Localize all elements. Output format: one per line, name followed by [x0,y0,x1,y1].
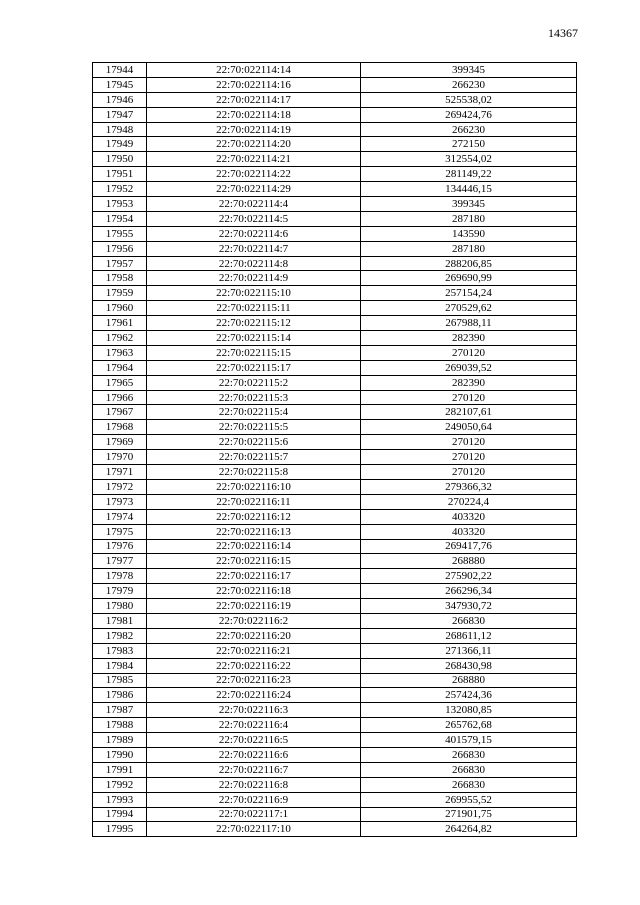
table-row [93,703,577,718]
table-row [93,63,577,78]
table-row [93,316,577,331]
table-row [93,226,577,241]
table-row [93,197,577,212]
cadastral-number-cell: 22:70:022117:1 [147,807,361,822]
value-cell: 269417,76 [361,539,577,554]
value-cell: 287180 [361,211,577,226]
value-cell: 271901,75 [361,807,577,822]
cadastral-number-cell: 22:70:022115:4 [147,405,361,420]
table-row [93,807,577,822]
value-cell: 268430,98 [361,658,577,673]
cadastral-number-cell: 22:70:022115:8 [147,465,361,480]
row-number-cell: 17974 [93,509,147,524]
cadastral-number-cell: 22:70:022116:23 [147,673,361,688]
table-row [93,584,577,599]
cadastral-number-cell: 22:70:022114:22 [147,167,361,182]
row-number-cell: 17977 [93,554,147,569]
row-number-cell: 17975 [93,524,147,539]
table-row [93,747,577,762]
value-cell: 282390 [361,331,577,346]
table-row [93,465,577,480]
cadastral-number-cell: 22:70:022115:7 [147,450,361,465]
row-number-cell: 17959 [93,286,147,301]
table-row [93,628,577,643]
table-row [93,539,577,554]
table-row [93,405,577,420]
value-cell: 266830 [361,747,577,762]
table-row [93,420,577,435]
cadastral-number-cell: 22:70:022116:22 [147,658,361,673]
row-number-cell: 17994 [93,807,147,822]
value-cell: 403320 [361,524,577,539]
value-cell: 270224,4 [361,494,577,509]
table-row [93,524,577,539]
table-row [93,345,577,360]
table-row [93,569,577,584]
table-row [93,718,577,733]
table-row [93,554,577,569]
row-number-cell: 17949 [93,137,147,152]
row-number-cell: 17983 [93,643,147,658]
row-number-cell: 17955 [93,226,147,241]
cadastral-number-cell: 22:70:022115:3 [147,390,361,405]
value-cell: 269424,76 [361,107,577,122]
row-number-cell: 17958 [93,271,147,286]
value-cell: 268880 [361,554,577,569]
cadastral-number-cell: 22:70:022116:15 [147,554,361,569]
row-number-cell: 17963 [93,345,147,360]
cadastral-number-cell: 22:70:022116:4 [147,718,361,733]
row-number-cell: 17987 [93,703,147,718]
value-cell: 288206,85 [361,256,577,271]
value-cell: 399345 [361,63,577,78]
value-cell: 270120 [361,345,577,360]
value-cell: 281149,22 [361,167,577,182]
table-row [93,613,577,628]
value-cell: 401579,15 [361,733,577,748]
value-cell: 268880 [361,673,577,688]
cadastral-number-cell: 22:70:022115:10 [147,286,361,301]
cadastral-number-cell: 22:70:022115:11 [147,301,361,316]
row-number-cell: 17966 [93,390,147,405]
row-number-cell: 17979 [93,584,147,599]
table-row [93,301,577,316]
value-cell: 399345 [361,197,577,212]
value-cell: 249050,64 [361,420,577,435]
row-number-cell: 17993 [93,792,147,807]
table-row [93,77,577,92]
cadastral-number-cell: 22:70:022114:9 [147,271,361,286]
table-row [93,450,577,465]
cadastral-number-cell: 22:70:022115:2 [147,375,361,390]
table-row [93,777,577,792]
cadastral-number-cell: 22:70:022116:11 [147,494,361,509]
table-row [93,390,577,405]
row-number-cell: 17954 [93,211,147,226]
row-number-cell: 17945 [93,77,147,92]
row-number-cell: 17968 [93,420,147,435]
cadastral-number-cell: 22:70:022116:13 [147,524,361,539]
cadastral-number-cell: 22:70:022114:29 [147,182,361,197]
value-cell: 266230 [361,122,577,137]
table-body [93,63,577,837]
cadastral-number-cell: 22:70:022115:6 [147,435,361,450]
row-number-cell: 17969 [93,435,147,450]
table-row [93,286,577,301]
table-row [93,792,577,807]
row-number-cell: 17990 [93,747,147,762]
row-number-cell: 17967 [93,405,147,420]
row-number-cell: 17988 [93,718,147,733]
cadastral-number-cell: 22:70:022114:16 [147,77,361,92]
value-cell: 132080,85 [361,703,577,718]
row-number-cell: 17956 [93,241,147,256]
cadastral-number-cell: 22:70:022115:14 [147,331,361,346]
table-row [93,479,577,494]
cadastral-number-cell: 22:70:022114:6 [147,226,361,241]
value-cell: 266830 [361,762,577,777]
table-row [93,137,577,152]
cadastral-number-cell: 22:70:022116:3 [147,703,361,718]
cadastral-number-cell: 22:70:022115:15 [147,345,361,360]
row-number-cell: 17985 [93,673,147,688]
cadastral-number-cell: 22:70:022116:18 [147,584,361,599]
row-number-cell: 17960 [93,301,147,316]
cadastral-number-cell: 22:70:022114:21 [147,152,361,167]
row-number-cell: 17957 [93,256,147,271]
row-number-cell: 17946 [93,92,147,107]
cadastral-number-cell: 22:70:022116:12 [147,509,361,524]
value-cell: 271366,11 [361,643,577,658]
cadastral-number-cell: 22:70:022116:21 [147,643,361,658]
table-row [93,256,577,271]
table-row [93,733,577,748]
row-number-cell: 17986 [93,688,147,703]
table-row [93,599,577,614]
value-cell: 282107,61 [361,405,577,420]
row-number-cell: 17961 [93,316,147,331]
value-cell: 257154,24 [361,286,577,301]
cadastral-number-cell: 22:70:022114:5 [147,211,361,226]
table-row [93,107,577,122]
value-cell: 287180 [361,241,577,256]
table-row [93,762,577,777]
row-number-cell: 17976 [93,539,147,554]
cadastral-number-cell: 22:70:022116:20 [147,628,361,643]
cadastral-number-cell: 22:70:022116:10 [147,479,361,494]
cadastral-number-cell: 22:70:022115:17 [147,360,361,375]
table-row [93,331,577,346]
cadastral-number-cell: 22:70:022115:12 [147,316,361,331]
table-row [93,822,577,837]
value-cell: 269690,99 [361,271,577,286]
row-number-cell: 17951 [93,167,147,182]
cadastral-number-cell: 22:70:022114:17 [147,92,361,107]
cadastral-number-cell: 22:70:022116:8 [147,777,361,792]
row-number-cell: 17947 [93,107,147,122]
cadastral-number-cell: 22:70:022116:5 [147,733,361,748]
value-cell: 272150 [361,137,577,152]
row-number-cell: 17944 [93,63,147,78]
table-row [93,658,577,673]
row-number-cell: 17995 [93,822,147,837]
table-row [93,509,577,524]
value-cell: 270120 [361,435,577,450]
value-cell: 265762,68 [361,718,577,733]
value-cell: 270120 [361,465,577,480]
value-cell: 266830 [361,777,577,792]
table-row [93,688,577,703]
table-row [93,211,577,226]
row-number-cell: 17971 [93,465,147,480]
page-number: 14367 [548,26,578,40]
table-row [93,673,577,688]
cadastral-number-cell: 22:70:022114:8 [147,256,361,271]
row-number-cell: 17992 [93,777,147,792]
table-row [93,435,577,450]
table-row [93,152,577,167]
cadastral-number-cell: 22:70:022116:6 [147,747,361,762]
cadastral-number-cell: 22:70:022116:19 [147,599,361,614]
row-number-cell: 17948 [93,122,147,137]
row-number-cell: 17952 [93,182,147,197]
table-row [93,494,577,509]
value-cell: 270120 [361,450,577,465]
cadastral-number-cell: 22:70:022114:19 [147,122,361,137]
value-cell: 269955,52 [361,792,577,807]
row-number-cell: 17984 [93,658,147,673]
value-cell: 264264,82 [361,822,577,837]
cadastral-number-cell: 22:70:022116:2 [147,613,361,628]
cadastral-number-cell: 22:70:022117:10 [147,822,361,837]
cadastral-number-cell: 22:70:022114:18 [147,107,361,122]
cadastral-number-cell: 22:70:022114:20 [147,137,361,152]
row-number-cell: 17973 [93,494,147,509]
cadastral-number-cell: 22:70:022114:4 [147,197,361,212]
table-row [93,241,577,256]
table-row [93,271,577,286]
row-number-cell: 17962 [93,331,147,346]
cadastral-number-cell: 22:70:022116:17 [147,569,361,584]
row-number-cell: 17982 [93,628,147,643]
cadastral-number-cell: 22:70:022115:5 [147,420,361,435]
cadastral-number-cell: 22:70:022116:14 [147,539,361,554]
cadastral-number-cell: 22:70:022114:14 [147,63,361,78]
row-number-cell: 17989 [93,733,147,748]
value-cell: 525538,02 [361,92,577,107]
table-row [93,92,577,107]
cadastral-value-table [92,62,577,837]
value-cell: 267988,11 [361,316,577,331]
value-cell: 266830 [361,613,577,628]
value-cell: 270529,62 [361,301,577,316]
value-cell: 266230 [361,77,577,92]
value-cell: 403320 [361,509,577,524]
value-cell: 312554,02 [361,152,577,167]
value-cell: 269039,52 [361,360,577,375]
cadastral-number-cell: 22:70:022114:7 [147,241,361,256]
row-number-cell: 17972 [93,479,147,494]
value-cell: 266296,34 [361,584,577,599]
row-number-cell: 17978 [93,569,147,584]
table-row [93,182,577,197]
value-cell: 282390 [361,375,577,390]
row-number-cell: 17964 [93,360,147,375]
row-number-cell: 17953 [93,197,147,212]
value-cell: 279366,32 [361,479,577,494]
row-number-cell: 17970 [93,450,147,465]
value-cell: 134446,15 [361,182,577,197]
row-number-cell: 17991 [93,762,147,777]
value-cell: 257424,36 [361,688,577,703]
table-row [93,643,577,658]
cadastral-number-cell: 22:70:022116:9 [147,792,361,807]
table-row [93,122,577,137]
value-cell: 270120 [361,390,577,405]
row-number-cell: 17965 [93,375,147,390]
value-cell: 143590 [361,226,577,241]
value-cell: 268611,12 [361,628,577,643]
cadastral-number-cell: 22:70:022116:7 [147,762,361,777]
table-row [93,375,577,390]
table-row [93,167,577,182]
row-number-cell: 17981 [93,613,147,628]
row-number-cell: 17980 [93,599,147,614]
table-row [93,360,577,375]
value-cell: 347930,72 [361,599,577,614]
value-cell: 275902,22 [361,569,577,584]
cadastral-number-cell: 22:70:022116:24 [147,688,361,703]
row-number-cell: 17950 [93,152,147,167]
